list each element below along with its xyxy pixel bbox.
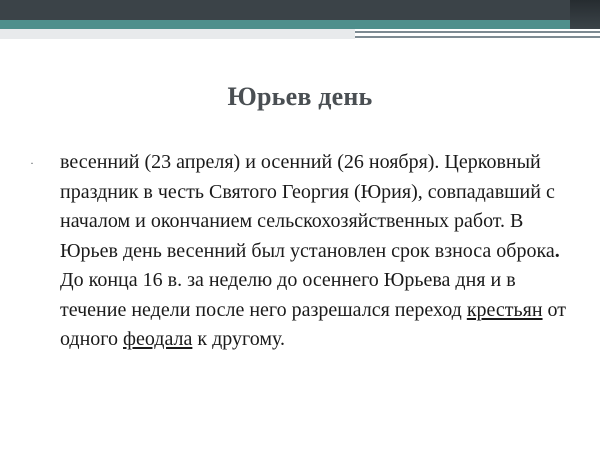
bullet-marker: · — [30, 156, 34, 170]
slide-title: Юрьев день — [227, 82, 373, 111]
link-feudal[interactable]: феодала — [123, 328, 193, 350]
link-peasants[interactable]: крестьян — [466, 298, 543, 321]
paragraph-text-2: До конца 16 в. за неделю до осеннего Юрьева дня и в течение недели после него разрешался переход — [60, 269, 516, 321]
header-corner-shade — [570, 0, 600, 29]
paragraph-text-3: от одного — [60, 298, 567, 350]
slide-paragraph — [60, 148, 580, 355]
header-decor-line-2 — [355, 36, 600, 38]
paragraph-text-1: весенний (23 апреля) и осенний (26 ноября). Церковный праздник в честь Святого Георгия (Юрия), совпадавший с началом и окончанием сельскохозяйственных работ. В Юрьев день весенний был установлен срок взноса оброка — [60, 151, 555, 262]
header-bar-dark — [0, 0, 600, 20]
paragraph-bold-period: . — [554, 239, 560, 262]
header-bar-teal — [0, 20, 600, 29]
paragraph-text-4: к другому. — [192, 328, 285, 350]
header-bar-light — [0, 29, 355, 39]
header-decor-line-1 — [355, 31, 600, 33]
